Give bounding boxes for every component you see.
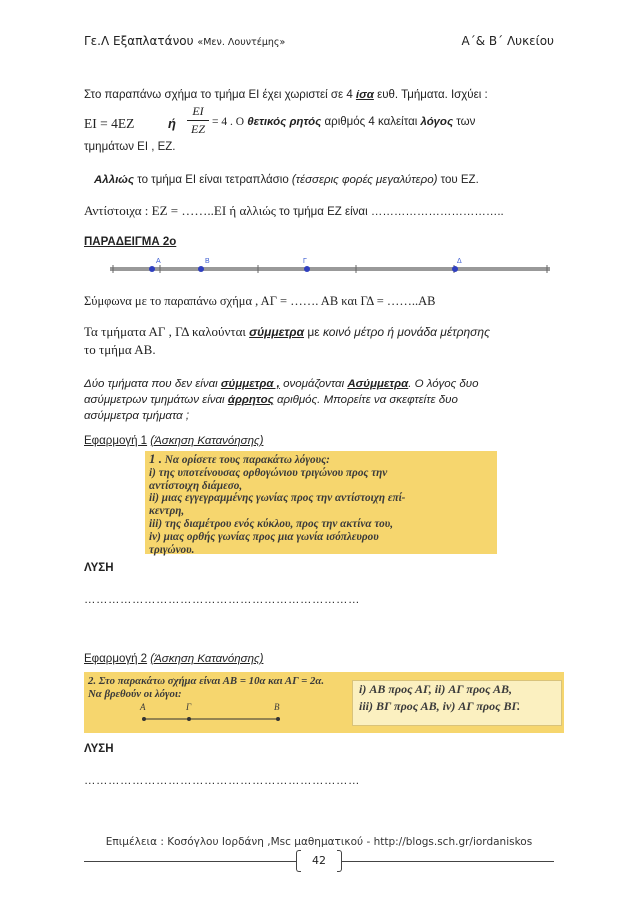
label-a: Α <box>156 258 161 265</box>
fraction-bar <box>187 120 209 121</box>
intro-text-b: ευθ. Τμήματα. Ισχύει : <box>373 89 488 101</box>
exercise-1-answer-dots: …………………………………………………………… <box>84 594 360 606</box>
fig-label-g: Γ <box>186 702 192 712</box>
label-d: Δ <box>457 258 462 265</box>
exercise-1-label: Εφαρμογή 1 <box>84 435 148 447</box>
segment-figure <box>110 254 550 280</box>
page-bracket-left <box>296 850 301 872</box>
exercise-2-solution-heading: ΛΥΣΗ <box>84 743 114 755</box>
exercise-2-question <box>88 675 348 701</box>
symmetric-text-b: με <box>304 325 323 339</box>
asym-text-b: ονομάζονται <box>279 378 348 390</box>
exercise-2-q-line2: Να βρεθούν οι λόγοι: <box>88 688 182 700</box>
exercise-1-text <box>149 453 493 556</box>
equation-left: ΕΙ = 4ΕΖ <box>84 116 135 131</box>
fig-label-a: Α <box>140 702 146 712</box>
equation-right-text: = 4 . Ο <box>212 116 245 128</box>
exercise-1-number: 1 . <box>149 451 162 466</box>
exercise-2-subtitle: (Άσκηση Κατανόησης) <box>150 653 264 665</box>
exercise-1-line: Να ορίσετε τους παρακάτω λόγους: <box>162 454 330 466</box>
asym-text-e: αριθμός. Μπορείτε να σκεφτείτε δυο <box>273 394 458 406</box>
exercise-2-label: Εφαρμογή 2 <box>84 653 148 665</box>
header-right: Α΄& Β΄ Λυκείου <box>461 34 554 48</box>
isa-word: ίσα <box>355 89 374 101</box>
school-name: Γε.Λ Εξαπλατάνου <box>84 34 194 48</box>
fraction-numerator: ΕΙ <box>192 104 204 118</box>
exercise-1-line: κεντρη, <box>149 505 185 518</box>
school-subtitle: «Μεν. Λουντέμης» <box>197 37 286 48</box>
equation-or: ή <box>168 116 176 131</box>
symmetra-word: σύμμετρα <box>249 325 305 339</box>
alternative-paragraph <box>94 172 566 188</box>
example-heading: ΠΑΡΑΔΕΙΓΜΑ 2ο <box>84 236 177 248</box>
alternative-text-b: του ΕΖ. <box>437 174 479 186</box>
header-left <box>84 34 285 48</box>
exercise-1-solution-heading: ΛΥΣΗ <box>84 562 114 574</box>
exercise-1-title <box>84 433 556 449</box>
exercise-1-line: iii) της διαμέτρου ενός κύκλου, προς την ακτίνα του, <box>149 517 394 530</box>
equation-right <box>212 116 475 128</box>
footer-rule-right <box>342 861 554 862</box>
exercise-2-title <box>84 651 556 667</box>
asym-text-f: ασύμμετρα τμήματα ; <box>84 410 190 422</box>
exercise-2-answer-line: i) ΑΒ προς ΑΓ, ii) ΑΓ προς ΑΒ, <box>359 682 513 696</box>
exercise-1-line: αντίστοιχη διάμεσο, <box>149 479 243 492</box>
positive-rational-phrase: θετικός ρητός <box>247 116 322 128</box>
correspondence-text-a: Αντίστοιχα : ΕΖ = ……..ΕΙ ή αλλιώς <box>84 203 276 218</box>
page-number: 42 <box>312 854 326 867</box>
allios-word: Αλλιώς <box>94 174 135 186</box>
intro-paragraph <box>84 87 556 103</box>
footer-credit: Επιμέλεια : Κοσόγλου Ιορδάνη ,Msc μαθηματικού - http://blogs.sch.gr/iordaniskos <box>105 836 533 848</box>
asym-text-c: . Ο λόγος δυο <box>408 378 479 390</box>
exercise-2-box <box>84 672 564 733</box>
exercise-2-answers-box <box>352 680 562 726</box>
asym-symmetra-word: σύμμετρα , <box>220 378 280 390</box>
exercise-1-line: i) της υποτείνουσας ορθογώνιου τριγώνου προς την <box>149 466 388 479</box>
logos-word: λόγος <box>420 116 454 128</box>
exercise-1-subtitle: (Άσκηση Κατανόησης) <box>150 435 264 447</box>
fraction-denominator: ΕΖ <box>190 122 205 136</box>
footer-rule-left <box>84 861 296 862</box>
fig-label-b: Β <box>274 702 280 712</box>
correspondence-paragraph <box>84 203 564 220</box>
asym-text-a: Δύο τμήματα που δεν είναι <box>84 378 221 390</box>
ratio-paragraph: Σύμφωνα με το παραπάνω σχήμα , ΑΓ = ……. ΑΒ και ΓΔ = ……..ΑΒ <box>84 294 436 308</box>
asym-text-d: ασύμμετρων τμημάτων είναι <box>84 394 228 406</box>
point-d <box>452 266 458 272</box>
alternative-text-a: το τμήμα ΕΙ είναι τετραπλάσιο <box>134 174 292 186</box>
common-measure-phrase: κοινό μέτρο ή μονάδα μέτρησης <box>322 325 490 339</box>
exercise-1-line: iv) μιας ορθής γωνίας προς μια γωνία ισόπλευρου <box>149 530 379 543</box>
fig-point-g <box>187 717 191 721</box>
exercise-2-answer-dots: …………………………………………………………… <box>84 775 360 787</box>
equation-tail: των <box>453 116 476 128</box>
asymmetra-word: Ασύμμετρα <box>347 378 409 390</box>
exercise-1-box <box>145 451 497 554</box>
label-b: Β <box>205 258 210 265</box>
symmetric-line2: το τμήμα ΑΒ. <box>84 342 156 357</box>
point-b <box>198 266 204 272</box>
point-a <box>149 266 155 272</box>
equation-line2: τμημάτων ΕΙ , ΕΖ. <box>84 141 176 153</box>
exercise-2-segment-figure <box>134 701 294 729</box>
intro-text-a: Στο παραπάνω σχήμα το τμήμα ΕΙ έχει χωριστεί σε 4 <box>84 89 356 101</box>
equation-mid-text: αριθμός 4 καλείται <box>321 116 421 128</box>
symmetric-text-a: Τα τμήματα ΑΓ , ΓΔ καλούνται <box>84 324 250 339</box>
arritos-word: άρρητος <box>227 394 274 406</box>
exercise-1-line: ii) μιας εγγεγραμμένης γωνίας προς την αντίστοιχη επί- <box>149 492 406 505</box>
asymmetric-paragraph <box>84 376 564 424</box>
correspondence-text-b: το τμήμα ΕΖ είναι …………………………….. <box>275 206 504 218</box>
exercise-1-line: τριγώνου. <box>149 543 195 556</box>
page-bracket-right <box>337 850 342 872</box>
point-g <box>304 266 310 272</box>
fig-point-b <box>276 717 280 721</box>
alternative-paren: (τέσσερις φορές μεγαλύτερο) <box>291 174 438 186</box>
label-g: Γ <box>303 258 307 265</box>
fig-point-a <box>142 717 146 721</box>
symmetric-paragraph <box>84 324 564 340</box>
exercise-2-q-line1: 2. Στο παρακάτω σχήμα είναι ΑΒ = 10α και ΑΓ = 2α. <box>88 675 325 687</box>
page-number-box <box>296 850 342 872</box>
exercise-2-answer-line: iii) ΒΓ προς ΑΒ, iv) ΑΓ προς ΒΓ. <box>359 699 521 713</box>
